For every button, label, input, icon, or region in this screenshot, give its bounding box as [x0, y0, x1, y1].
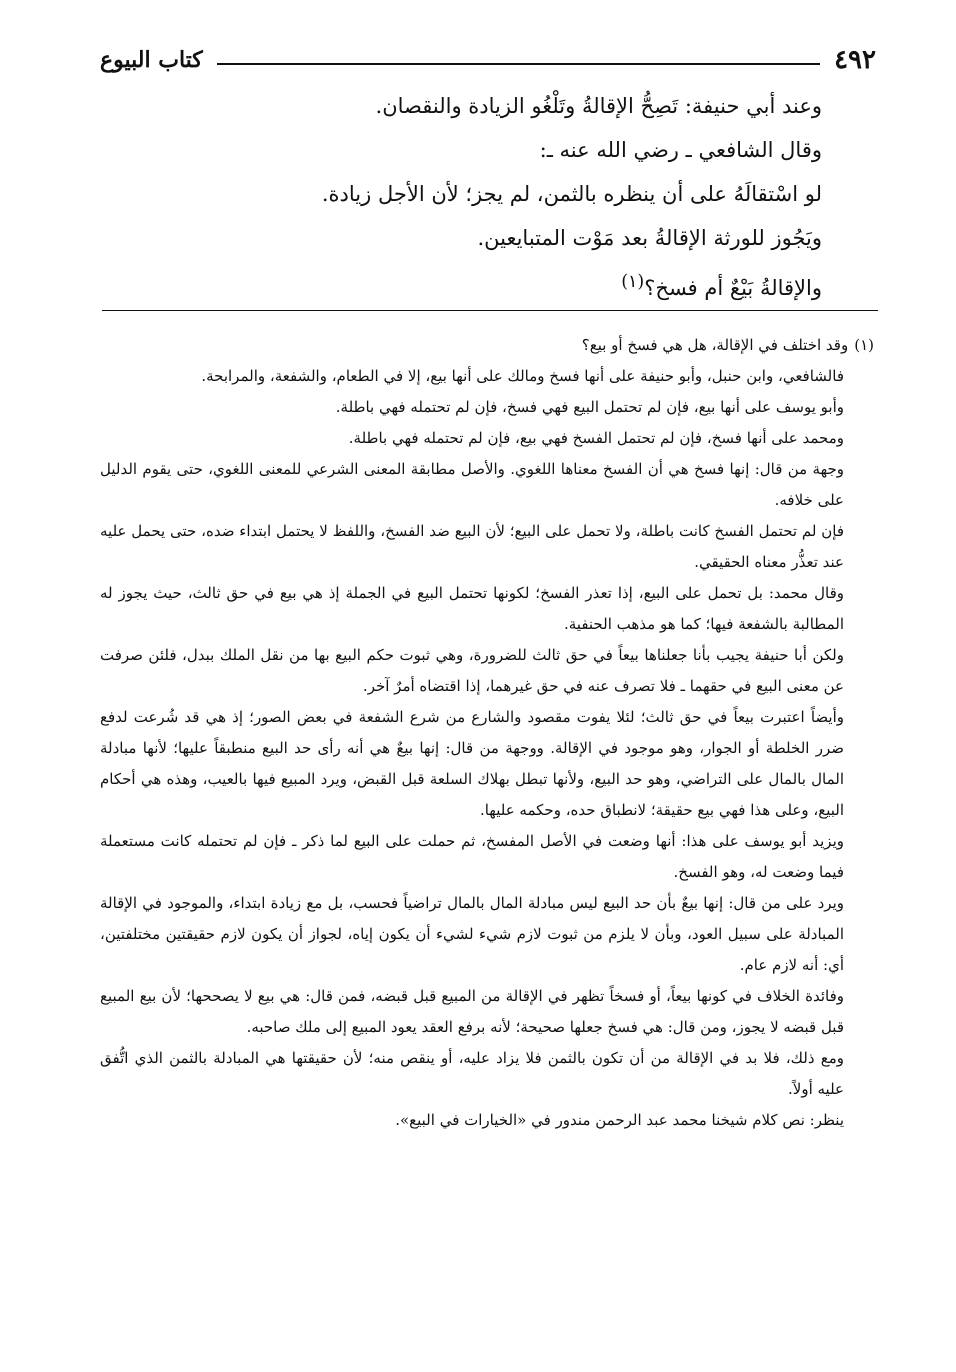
footnote-paragraph: فالشافعي، وابن حنبل، وأبو حنيفة على أنها فسخ ومالك على أنها بيع، إلا في الطعام، والشفعة، والمرابحة. — [201, 367, 844, 385]
footnote-paragraph: وأيضاً اعتبرت بيعاً في حق ثالث؛ لئلا يفوت مقصود والشارع من شرع الشفعة في بعض الصور؛ إذ هي قد شُرعت لدفع ضرر الخلطة أو الجوار، وهو موجود في الإقالة. ووجهة من قال: إنها بيعٌ هي أنه رأى حد البيع منطبقاً عليها؛ لأنها مبادلة المال بالمال على التراضي، وهو حد البيع، ولأنها تبطل بهلاك السلعة قبل القبض، ويرد المبيع فيها بالعيب، وهذه هي أحكام البيع، وعلى هذا فهي بيع حقيقة؛ لانطباق حده، وحكمه عليها. — [100, 708, 844, 819]
footnote-intro-text: وقد اختلف في الإقالة، هل هي فسخ أو بيع؟ — [581, 336, 849, 354]
footnote-paragraph: ويرد على من قال: إنها بيعٌ بأن حد البيع ليس مبادلة المال بالمال تراضياً فحسب، بل مع زيادة ابتداء، والموجود في الإقالة المبادلة على سبيل العود، وبأن لا يلزم من ثبوت لازم شيء لشيء أن يكون إياه، لجواز أن يكون لازم حقيقتين مختلفتين، أي: أنه لازم عام. — [100, 894, 844, 974]
footnotes-section — [100, 330, 874, 1136]
main-text — [102, 84, 822, 310]
page-header — [100, 40, 876, 80]
footnote-paragraph: ويزيد أبو يوسف على هذا: أنها وضعت في الأصل المفسخ، ثم حملت على البيع لما ذكر ـ فإن لم تحتمله كانت مستعملة فيما وضعت له، وهو الفسخ. — [100, 832, 844, 881]
footnote-paragraph: وقال محمد: بل تحمل على البيع، إذا تعذر الفسخ؛ لكونها تحتمل البيع في الجملة إذ هي بيع في حق ثالث، حيث يجوز له المطالبة بالشفعة فيها؛ كما هو مذهب الحنفية. — [100, 584, 844, 633]
footnote-paragraph: وجهة من قال: إنها فسخ هي أن الفسخ معناها اللغوي. والأصل مطابقة المعنى الشرعي للمعنى اللغوي، حتى يقوم الدليل على خلافه. — [100, 460, 844, 509]
footnote-separator — [102, 310, 878, 311]
footnote-paragraph: ولكن أبا حنيفة يجيب بأنا جعلناها بيعاً في حق ثالث للضرورة، وهي ثبوت حكم البيع بها من نقل الملك ببدل، فلئن صرفت عن معنى البيع في حقهما ـ فلا تصرف عنه في حق غيرهما، إذا اقتضاه أمرٌ آخر. — [100, 646, 844, 695]
main-line — [102, 260, 822, 310]
main-line: لو اسْتقالَهُ على أن ينظره بالثمن، لم يجز؛ لأن الأجل زيادة. — [321, 182, 822, 206]
footnote-reference: (١) — [621, 272, 645, 292]
page-number: ٤٩٢ — [834, 45, 876, 75]
footnote-paragraph: ينظر: نص كلام شيخنا محمد عبد الرحمن مندور في «الخيارات في البيع». — [395, 1111, 844, 1129]
footnote-paragraph: فإن لم تحتمل الفسخ كانت باطلة، ولا تحمل على البيع؛ لأن البيع ضد الفسخ، واللفظ لا يحتمل ابتداء ضده، حتى يحمل عليه عند تعذُّر معناه الحقيقي. — [100, 522, 844, 571]
footnote-intro — [100, 330, 874, 361]
main-line-text: والإقالةُ بَيْعٌ أم فسخ؟ — [644, 276, 822, 300]
footnote-paragraph: وأبو يوسف على أنها بيع، فإن لم تحتمل البيع فهي فسخ، فإن لم تحتمله فهي باطلة. — [335, 398, 844, 416]
footnote-number: (١) — [854, 336, 874, 354]
footnote-paragraph: ومع ذلك، فلا بد في الإقالة من أن تكون بالثمن فلا يزاد عليه، أو ينقص منه؛ لأن حقيقتها هي المبادلة بالثمن الذي اتُّفق عليه أولاً. — [100, 1049, 844, 1098]
main-line: ويَجُوز للورثة الإقالةُ بعد مَوْت المتبايعين. — [477, 226, 822, 250]
main-line: وعند أبي حنيفة: تَصِحُّ الإقالةُ وتَلْغُو الزيادة والنقصان. — [375, 94, 822, 118]
book-title: كتاب البيوع — [100, 47, 203, 73]
footnote-paragraph: وفائدة الخلاف في كونها بيعاً، أو فسخاً تظهر في الإقالة من المبيع قبل قبضه، فمن قال: هي بيع لا يصححها؛ لأن بيع المبيع قبل قبضه لا يجوز، ومن قال: هي فسخ جعلها صحيحة؛ لأنه برفع العقد يعود المبيع إلى ملك صاحبه. — [100, 987, 844, 1036]
footnote-paragraph: ومحمد على أنها فسخ، فإن لم تحتمل الفسخ فهي بيع، فإن لم تحتمله فهي باطلة. — [348, 429, 844, 447]
main-line: وقال الشافعي ـ رضي الله عنه ـ: — [539, 138, 822, 162]
header-rule — [217, 63, 820, 65]
